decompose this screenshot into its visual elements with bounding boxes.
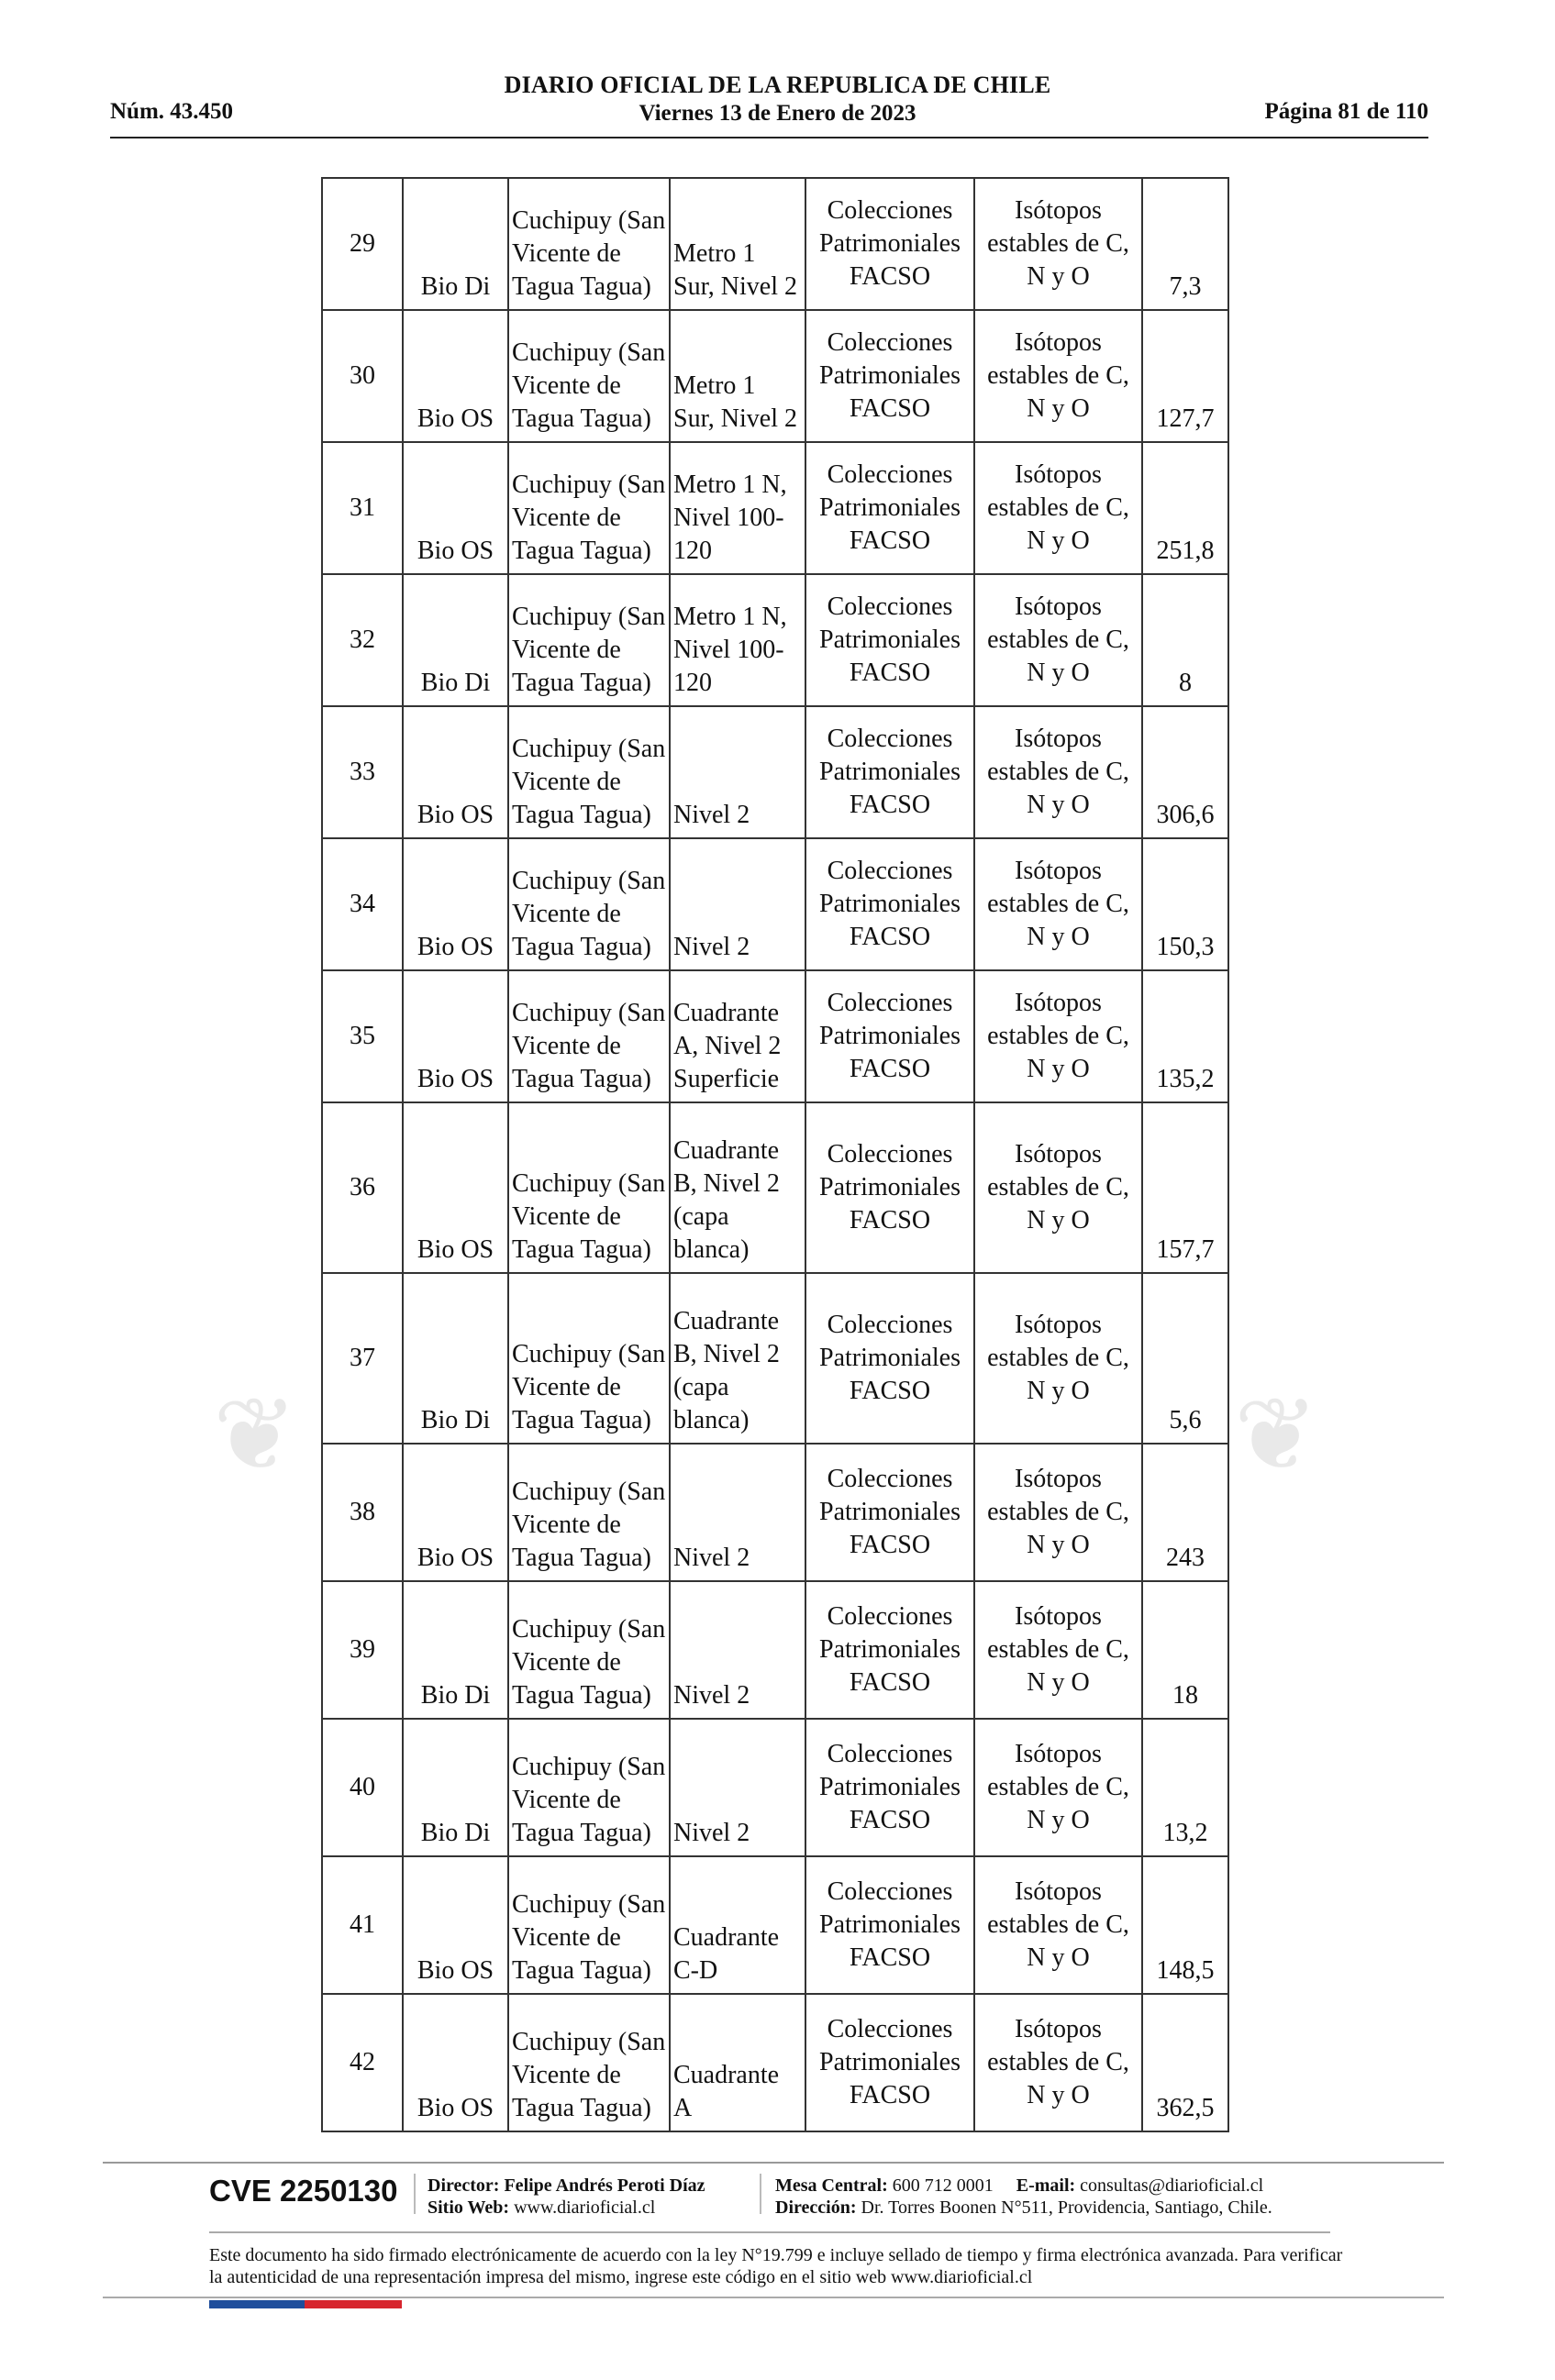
site-name-cell: Cuchipuy (San Vicente de Tagua Tagua) [508,706,670,838]
analysis-type-cell: Isótopos estables de C, N y O [974,838,1142,970]
director-name: Felipe Andrés Peroti Díaz [504,2175,705,2196]
footer-separator-2 [760,2174,761,2214]
excavation-unit-cell: Nivel 2 [670,838,805,970]
sample-type-cell: Bio Di [403,1719,508,1856]
sample-value-cell: 251,8 [1142,442,1228,574]
sample-number-cell: 30 [322,310,403,442]
collection-name-cell: Colecciones Patrimoniales FACSO [805,1994,974,2131]
table-row [322,1581,1228,1719]
web-label: Sitio Web: [428,2197,510,2218]
cve-code: CVE 2250130 [209,2174,398,2208]
sample-number-cell: 34 [322,838,403,970]
analysis-type-cell: Isótopos estables de C, N y O [974,1581,1142,1719]
table-row [322,1273,1228,1444]
collection-name-cell: Colecciones Patrimoniales FACSO [805,1719,974,1856]
table-row [322,1856,1228,1994]
collection-name-cell: Colecciones Patrimoniales FACSO [805,1581,974,1719]
issue-date: Viernes 13 de Enero de 2023 [639,101,916,126]
analysis-type-cell: Isótopos estables de C, N y O [974,1856,1142,1994]
sample-number-cell: 36 [322,1102,403,1273]
analysis-type-cell: Isótopos estables de C, N y O [974,1102,1142,1273]
sample-type-cell: Bio OS [403,1994,508,2131]
email-link[interactable]: consultas@diarioficial.cl [1080,2175,1264,2196]
sample-type-cell: Bio Di [403,1273,508,1444]
analysis-type-cell: Isótopos estables de C, N y O [974,310,1142,442]
sample-type-cell: Bio OS [403,706,508,838]
phone-label: Mesa Central: [775,2175,888,2196]
footer-divider [103,2162,1444,2164]
collection-name-cell: Colecciones Patrimoniales FACSO [805,706,974,838]
sample-number-cell: 42 [322,1994,403,2131]
collection-name-cell: Colecciones Patrimoniales FACSO [805,442,974,574]
sample-number-cell: 33 [322,706,403,838]
table-row [322,706,1228,838]
excavation-unit-cell: Cuadrante B, Nivel 2 (capa blanca) [670,1102,805,1273]
sample-number-cell: 40 [322,1719,403,1856]
footer-divider-2 [209,2231,1330,2233]
sample-number-cell: 41 [322,1856,403,1994]
site-name-cell: Cuchipuy (San Vicente de Tagua Tagua) [508,310,670,442]
footer-director-block [428,2175,705,2219]
sample-number-cell: 31 [322,442,403,574]
sample-number-cell: 29 [322,178,403,310]
collection-name-cell: Colecciones Patrimoniales FACSO [805,310,974,442]
sample-value-cell: 7,3 [1142,178,1228,310]
table-body [322,178,1228,2131]
analysis-type-cell: Isótopos estables de C, N y O [974,970,1142,1102]
sample-type-cell: Bio Di [403,178,508,310]
email-label: E-mail: [1016,2175,1076,2196]
table-row [322,574,1228,706]
collection-name-cell: Colecciones Patrimoniales FACSO [805,1102,974,1273]
analysis-type-cell: Isótopos estables de C, N y O [974,706,1142,838]
site-name-cell: Cuchipuy (San Vicente de Tagua Tagua) [508,1994,670,2131]
excavation-unit-cell: Metro 1 Sur, Nivel 2 [670,178,805,310]
collection-name-cell: Colecciones Patrimoniales FACSO [805,574,974,706]
site-name-cell: Cuchipuy (San Vicente de Tagua Tagua) [508,1102,670,1273]
table-row [322,838,1228,970]
analysis-type-cell: Isótopos estables de C, N y O [974,1719,1142,1856]
sample-value-cell: 150,3 [1142,838,1228,970]
sample-value-cell: 13,2 [1142,1719,1228,1856]
table-row [322,442,1228,574]
web-link[interactable]: www.diarioficial.cl [514,2197,656,2218]
excavation-unit-cell: Cuadrante A, Nivel 2 Superficie [670,970,805,1102]
director-label: Director: [428,2175,500,2196]
site-name-cell: Cuchipuy (San Vicente de Tagua Tagua) [508,1856,670,1994]
excavation-unit-cell: Metro 1 N, Nivel 100- 120 [670,574,805,706]
excavation-unit-cell: Nivel 2 [670,1444,805,1581]
excavation-unit-cell: Cuadrante B, Nivel 2 (capa blanca) [670,1273,805,1444]
site-name-cell: Cuchipuy (San Vicente de Tagua Tagua) [508,1273,670,1444]
flag-bar-blue [209,2300,305,2308]
site-name-cell: Cuchipuy (San Vicente de Tagua Tagua) [508,838,670,970]
site-name-cell: Cuchipuy (San Vicente de Tagua Tagua) [508,178,670,310]
excavation-unit-cell: Cuadrante C-D [670,1856,805,1994]
address-label: Dirección: [775,2197,857,2218]
sample-number-cell: 38 [322,1444,403,1581]
collection-name-cell: Colecciones Patrimoniales FACSO [805,970,974,1102]
issue-number: Núm. 43.450 [110,99,234,124]
sample-number-cell: 39 [322,1581,403,1719]
analysis-type-cell: Isótopos estables de C, N y O [974,1994,1142,2131]
excavation-unit-cell: Metro 1 N, Nivel 100- 120 [670,442,805,574]
sample-value-cell: 135,2 [1142,970,1228,1102]
site-name-cell: Cuchipuy (San Vicente de Tagua Tagua) [508,442,670,574]
sample-type-cell: Bio OS [403,1856,508,1994]
sample-type-cell: Bio Di [403,574,508,706]
excavation-unit-cell: Metro 1 Sur, Nivel 2 [670,310,805,442]
newspaper-title: DIARIO OFICIAL DE LA REPUBLICA DE CHILE [504,72,1051,98]
collection-name-cell: Colecciones Patrimoniales FACSO [805,1856,974,1994]
footer-bottom-rule [103,2297,1444,2298]
phone-number: 600 712 0001 [892,2175,994,2196]
sample-type-cell: Bio OS [403,1444,508,1581]
analysis-type-cell: Isótopos estables de C, N y O [974,574,1142,706]
excavation-unit-cell: Nivel 2 [670,706,805,838]
excavation-unit-cell: Nivel 2 [670,1719,805,1856]
page-indicator: Página 81 de 110 [1264,99,1428,124]
sample-value-cell: 243 [1142,1444,1228,1581]
table-row [322,1719,1228,1856]
sample-type-cell: Bio OS [403,442,508,574]
flag-bar-red [305,2300,402,2308]
sample-type-cell: Bio OS [403,1102,508,1273]
header-divider [110,137,1428,138]
sample-value-cell: 8 [1142,574,1228,706]
collection-name-cell: Colecciones Patrimoniales FACSO [805,1273,974,1444]
sample-type-cell: Bio OS [403,310,508,442]
sample-number-cell: 32 [322,574,403,706]
table-row [322,178,1228,310]
excavation-unit-cell: Nivel 2 [670,1581,805,1719]
sample-number-cell: 37 [322,1273,403,1444]
site-name-cell: Cuchipuy (San Vicente de Tagua Tagua) [508,574,670,706]
sample-type-cell: Bio OS [403,838,508,970]
site-name-cell: Cuchipuy (San Vicente de Tagua Tagua) [508,1444,670,1581]
legal-notice: Este documento ha sido firmado electrónicamente de acuerdo con la ley N°19.799 e incluye sellado de tiempo y firma electrónica avanzada. Para verificar la autenticidad de una representación impresa del mismo, ingrese este código en el sitio web www.diarioficial.cl [209,2245,1343,2287]
table-row [322,1444,1228,1581]
site-name-cell: Cuchipuy (San Vicente de Tagua Tagua) [508,1719,670,1856]
table-row [322,970,1228,1102]
sample-value-cell: 5,6 [1142,1273,1228,1444]
analysis-type-cell: Isótopos estables de C, N y O [974,1444,1142,1581]
table-row [322,310,1228,442]
watermark-ornament-right-icon: ❦ [1234,1379,1319,1491]
collection-name-cell: Colecciones Patrimoniales FACSO [805,1444,974,1581]
analysis-type-cell: Isótopos estables de C, N y O [974,1273,1142,1444]
sample-type-cell: Bio OS [403,970,508,1102]
sample-type-cell: Bio Di [403,1581,508,1719]
footer-separator [414,2174,416,2214]
sample-value-cell: 148,5 [1142,1856,1228,1994]
sample-value-cell: 362,5 [1142,1994,1228,2131]
address-text: Dr. Torres Boonen N°511, Providencia, Santiago, Chile. [861,2197,1272,2218]
sample-value-cell: 18 [1142,1581,1228,1719]
excavation-unit-cell: Cuadrante A [670,1994,805,2131]
site-name-cell: Cuchipuy (San Vicente de Tagua Tagua) [508,1581,670,1719]
collection-name-cell: Colecciones Patrimoniales FACSO [805,178,974,310]
analysis-type-cell: Isótopos estables de C, N y O [974,178,1142,310]
collection-name-cell: Colecciones Patrimoniales FACSO [805,838,974,970]
table-row [322,1994,1228,2131]
sample-value-cell: 127,7 [1142,310,1228,442]
sample-number-cell: 35 [322,970,403,1102]
watermark-ornament-left-icon: ❦ [213,1379,298,1491]
footer-contact-block [775,2175,1272,2219]
sample-value-cell: 306,6 [1142,706,1228,838]
site-name-cell: Cuchipuy (San Vicente de Tagua Tagua) [508,970,670,1102]
samples-table [321,177,1229,2132]
analysis-type-cell: Isótopos estables de C, N y O [974,442,1142,574]
table-row [322,1102,1228,1273]
sample-value-cell: 157,7 [1142,1102,1228,1273]
